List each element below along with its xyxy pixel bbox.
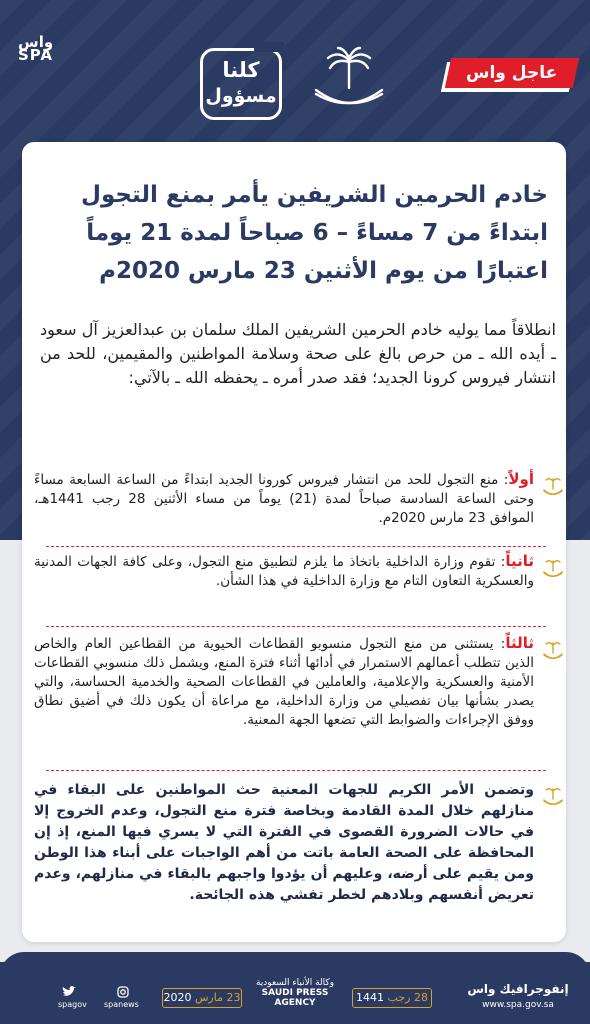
- hijri-date-label: 28 رجب: [387, 991, 428, 1004]
- spa-logo: [18, 33, 64, 64]
- item-3-text: : يستثنى من منع التجول منسوبو القطاعات الحيوية من القطاعين العام والخاص الذين تتطلب أعمالهم الاستمرار في أدائها أثناء فترة المنع، ويشمل ذلك منسوبي القطاعات الأمنية والعسكرية والإعلامية، والعاملين في القطاعات الصحية والخدمية الحساسة، والتي يصدر بشأنها بيان تفصيلي من وزارة الداخلية، مع مراعاة أن يكون ذلك في أضيق نطاق ووفق الإجراءات والضوابط التي تضعها الجهة المعنية.: [34, 636, 534, 728]
- gregorian-date: [162, 988, 242, 1008]
- palm-swords-emblem-icon: [308, 44, 390, 116]
- agency-arabic-name: وكالة الأنباء السعودية: [255, 978, 335, 988]
- title-line-1: خادم الحرمين الشريفين يأمر بمنع التجول: [81, 182, 548, 208]
- twitter-handle[interactable]: spagov: [58, 1000, 87, 1009]
- breaking-news-label: عاجل واس: [466, 63, 558, 83]
- closing-text: وتضمن الأمر الكريم للجهات المعنية حث المواطنين على البقاء في منازلهم خلال المدة القادمة وبخاصة فترة منع التجول، وعدم الخروج إلا في حالات الضرورة القصوى في الفترة التي لا يسري فيها المنع، إذ إن المحافظة على الصحة العامة باتت من أهم الواجبات على أبناء هذا الوطن ومن يقيم على أرضه، وعليهم أن يؤدوا واجبهم بالبقاء في منازلهم، وعدم تعريض أنفسهم وبلادهم لخطر تفشي هذه الجائحة.: [34, 782, 534, 903]
- divider: [46, 770, 546, 771]
- spa-logo-arabic: واس: [18, 33, 54, 51]
- order-item-1: [18, 470, 568, 540]
- title-line-3: اعتبارًا من يوم الأثنين 23 مارس 2020م: [99, 258, 548, 284]
- item-2-lead: ثانياً: [505, 552, 534, 570]
- palm-swords-bullet-icon: [542, 786, 564, 808]
- divider: [46, 546, 546, 547]
- gregorian-date-year: 2020: [163, 991, 192, 1004]
- palm-swords-bullet-icon: [542, 640, 564, 662]
- agency-english-line-2: AGENCY: [274, 998, 316, 1008]
- campaign-badge-notch: [254, 42, 284, 52]
- title-line-2: ابتداءً من 7 مساءً – 6 صباحاً لمدة 21 يوماً: [86, 220, 548, 246]
- palm-swords-bullet-icon: [542, 558, 564, 580]
- divider: [46, 626, 546, 627]
- agency-english-line-1: SAUDI PRESS: [261, 988, 329, 998]
- order-item-2: [18, 552, 568, 622]
- order-item-3: [18, 634, 568, 764]
- article-intro: انطلاقاً مما يوليه خادم الحرمين الشريفين الملك سلمان بن عبدالعزيز آل سعود ـ أيده الله ـ من حرص بالغ على صحة وسلامة المواطنين والمقيمين، للحد من انتشار فيروس كرونا الجديد؛ فقد صدر أمره ـ يحفظه الله ـ بالآتي:: [40, 320, 556, 387]
- spa-logo-latin: SPA: [18, 46, 54, 64]
- footer: [0, 962, 590, 1024]
- palm-swords-bullet-icon: [542, 476, 564, 498]
- agency-footer-logo: [250, 978, 340, 1008]
- twitter-icon[interactable]: [62, 986, 76, 998]
- item-2-text: : تقوم وزارة الداخلية باتخاذ ما يلزم لتطبيق منع التجول، وعلى كافة الجهات المدنية والعسكرية التعاون التام مع وزارة الداخلية في هذا الشأن.: [34, 554, 534, 589]
- campaign-badge: [200, 48, 282, 120]
- instagram-icon[interactable]: [117, 986, 129, 998]
- campaign-line-2: مسؤول: [205, 85, 277, 107]
- instagram-handle[interactable]: spanews: [104, 1000, 139, 1009]
- item-3-lead: ثالثاً: [505, 634, 534, 652]
- hijri-date-year: 1441: [356, 991, 385, 1004]
- hijri-date: [352, 988, 432, 1008]
- closing-paragraph: [18, 780, 568, 920]
- article-title: [38, 176, 548, 290]
- breaking-news-tag: [445, 58, 579, 88]
- item-1-lead: أولاً: [508, 470, 534, 488]
- infographic-label: إنفوجرافيك واس: [467, 982, 569, 996]
- item-1-text: : منع التجول للحد من انتشار فيروس كورونا الجديد ابتداءً من الساعة السابعة مساءً وحتى الساعة السادسة صباحاً لمدة (21) يوماً من مساء الأثنين 28 رجب 1441هـ، الموافق 23 مارس 2020م.: [34, 472, 534, 526]
- campaign-line-1: كلنا: [222, 58, 260, 82]
- website-link[interactable]: www.spa.gov.sa: [482, 1000, 554, 1010]
- gregorian-date-label: 23 مارس: [195, 991, 241, 1004]
